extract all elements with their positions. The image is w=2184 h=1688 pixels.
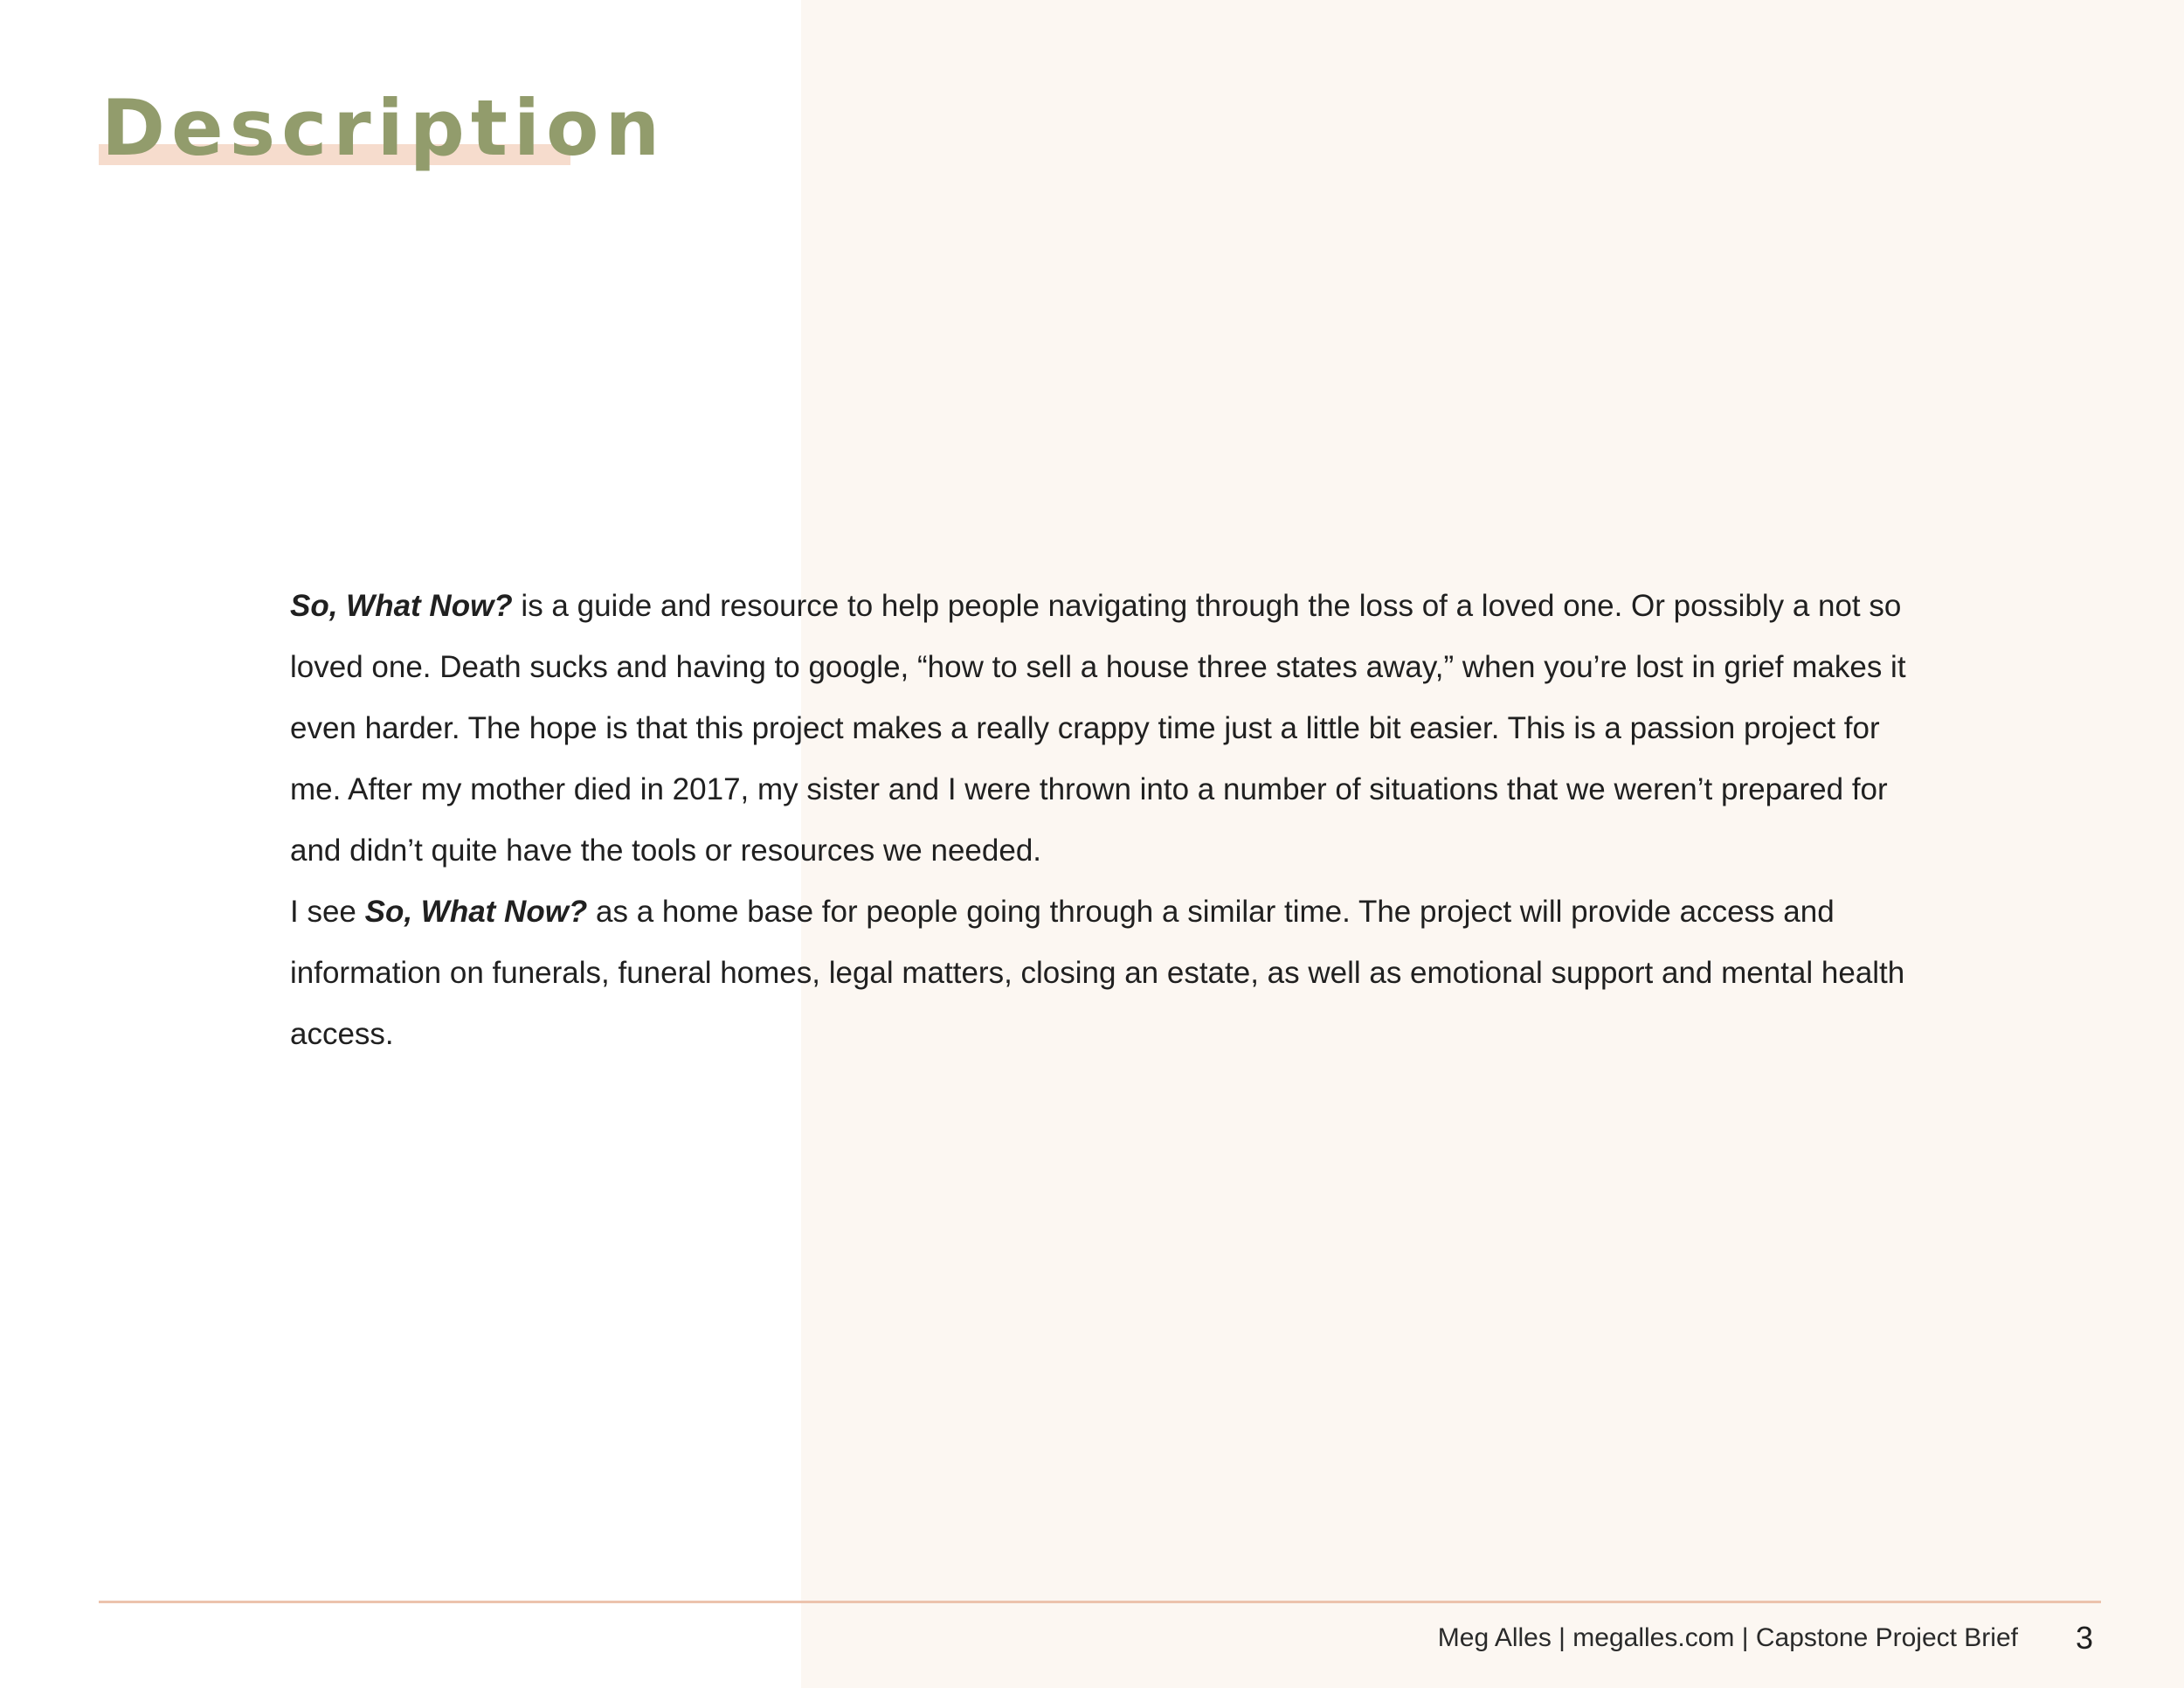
description-text: as a home base for people going through a similar time. The project will provide access and information on funerals, funeral homes, legal matters, closing an estate, as well as emotional support and mental health access. <box>290 895 1905 1051</box>
description-text: is a guide and resource to help people navigating through the loss of a loved one. Or possibly a not so loved one. Death sucks and having to google, “how to sell a house three states away,” when you’re lost in grief makes it even harder. The hope is that this project makes a really crappy time just a little bit easier. This is a passion project for me. After my mother died in 2017, my sister and I were thrown into a number of situations that we weren’t prepared for and didn’t quite have the tools or resources we needed. <box>290 589 1906 868</box>
footer-divider <box>99 1601 2101 1603</box>
title-block <box>99 80 667 176</box>
project-name: So, What Now? <box>290 589 513 623</box>
footer-credit: Meg Alles | megalles.com | Capstone Project Brief <box>1437 1623 2018 1652</box>
description-text: I see <box>290 895 365 929</box>
project-name: So, What Now? <box>364 895 588 929</box>
page-title: Description <box>101 83 667 173</box>
description-paragraph <box>290 576 1915 1065</box>
page-number: 3 <box>2075 1620 2093 1656</box>
